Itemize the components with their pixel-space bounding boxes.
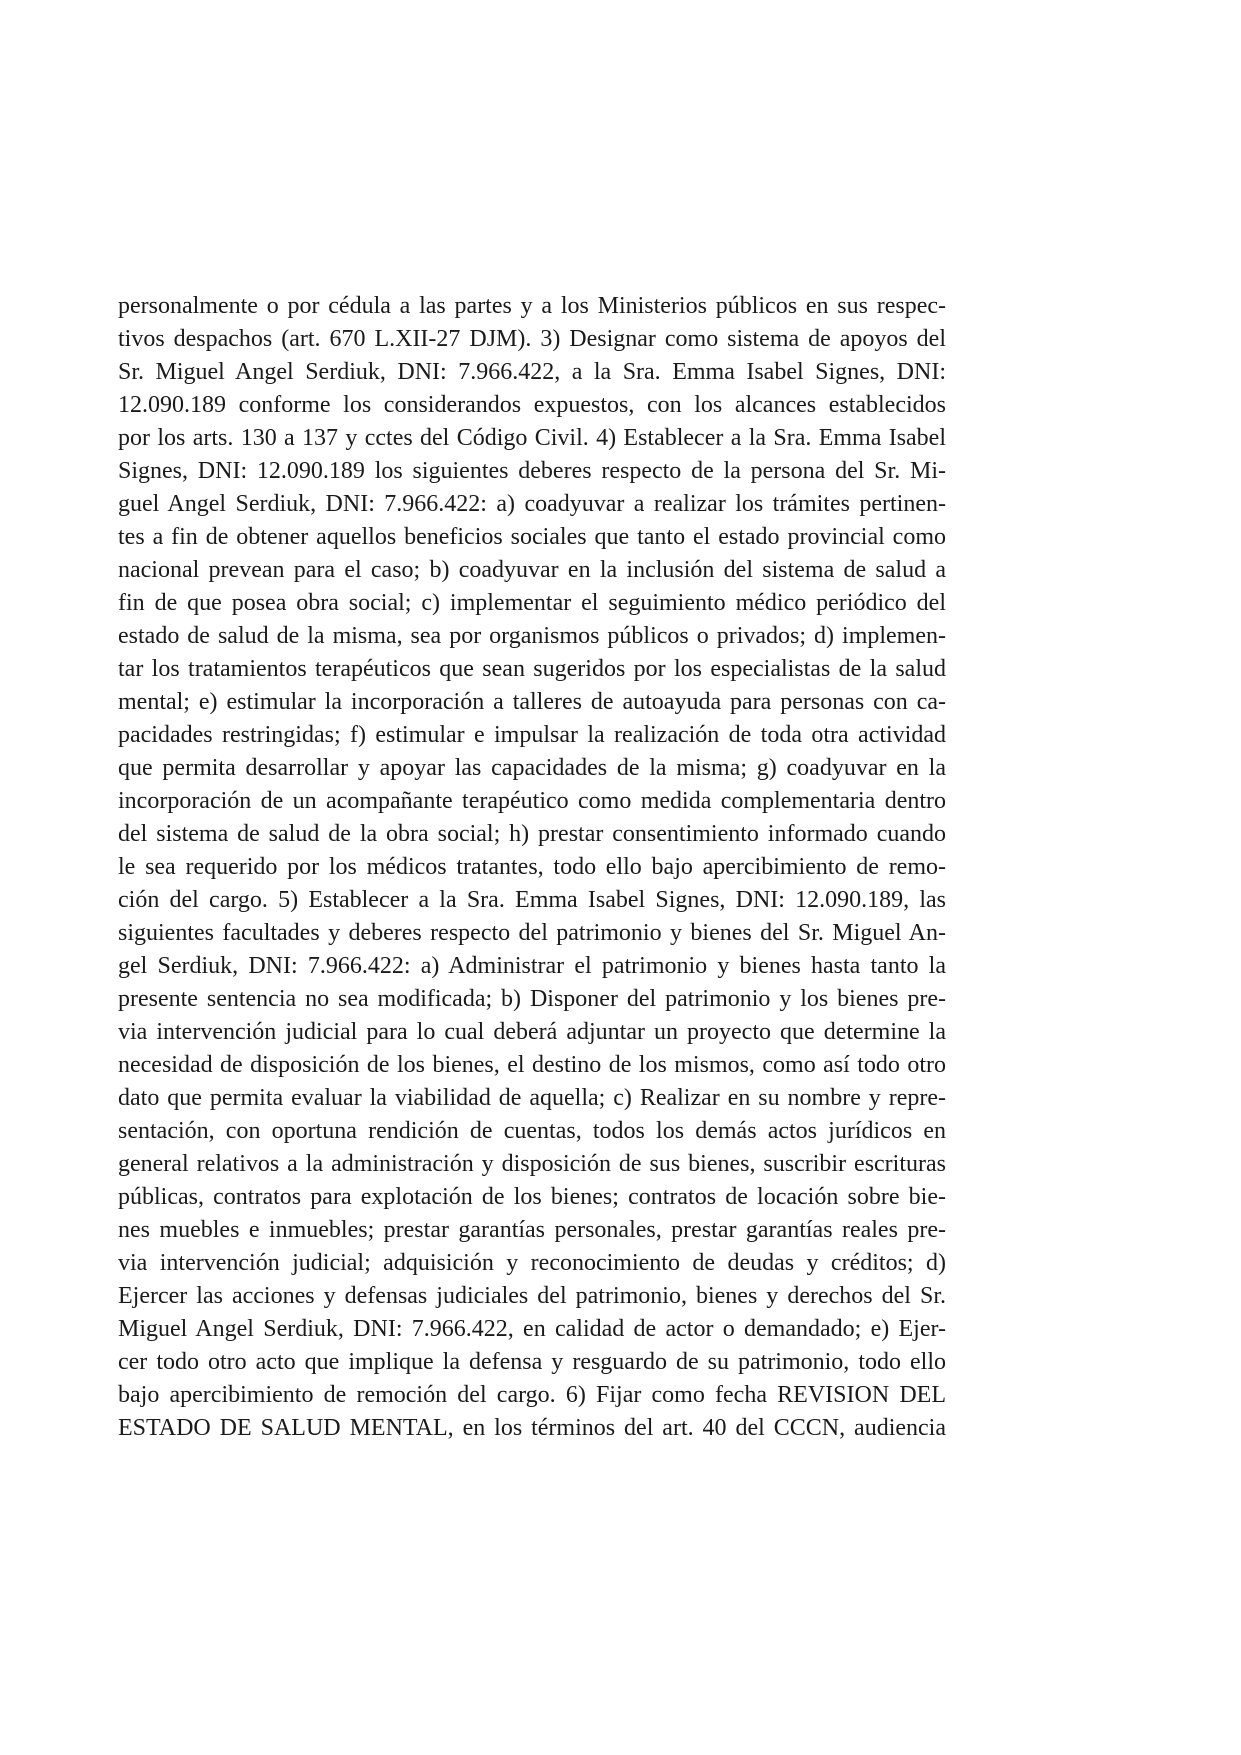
text-line: siguientes facultades y deberes respecto del patrimonio y bienes del Sr. Miguel An- [118, 920, 946, 946]
text-line: Sr. Miguel Angel Serdiuk, DNI: 7.966.422, a la Sra. Emma Isabel Signes, DNI: [118, 359, 946, 385]
text-line: sentación, con oportuna rendición de cuentas, todos los demás actos jurídicos en [118, 1118, 946, 1144]
body-text [118, 290, 946, 1445]
text-line: por los arts. 130 a 137 y cctes del Código Civil. 4) Establecer a la Sra. Emma Isabel [118, 425, 946, 451]
text-line: Ejercer las acciones y defensas judiciales del patrimonio, bienes y derechos del Sr. [118, 1283, 946, 1309]
text-line: via intervención judicial para lo cual deberá adjuntar un proyecto que determine la [118, 1019, 946, 1045]
text-line: nacional prevean para el caso; b) coadyuvar en la inclusión del sistema de salud a [118, 557, 946, 583]
text-line: tes a fin de obtener aquellos beneficios sociales que tanto el estado provincial como [118, 524, 946, 550]
text-line: públicas, contratos para explotación de los bienes; contratos de locación sobre bie- [118, 1184, 946, 1210]
text-line: que permita desarrollar y apoyar las capacidades de la misma; g) coadyuvar en la [118, 755, 946, 781]
text-line: del sistema de salud de la obra social; h) prestar consentimiento informado cuando [118, 821, 946, 847]
text-line: personalmente o por cédula a las partes y a los Ministerios públicos en sus respec- [118, 293, 946, 319]
text-line: le sea requerido por los médicos tratantes, todo ello bajo apercibimiento de remo- [118, 854, 946, 880]
text-line: gel Serdiuk, DNI: 7.966.422: a) Administrar el patrimonio y bienes hasta tanto la [118, 953, 946, 979]
text-line: estado de salud de la misma, sea por organismos públicos o privados; d) implemen- [118, 623, 946, 649]
text-line: general relativos a la administración y disposición de sus bienes, suscribir escrituras [118, 1151, 946, 1177]
text-line: tivos despachos (art. 670 L.XII-27 DJM). 3) Designar como sistema de apoyos del [118, 326, 946, 352]
text-line: 12.090.189 conforme los considerandos expuestos, con los alcances establecidos [118, 392, 946, 418]
text-line: nes muebles e inmuebles; prestar garantías personales, prestar garantías reales pre- [118, 1217, 946, 1243]
text-line: tar los tratamientos terapéuticos que sean sugeridos por los especialistas de la salud [118, 656, 946, 682]
text-line: pacidades restringidas; f) estimular e impulsar la realización de toda otra actividad [118, 722, 946, 748]
text-line: Signes, DNI: 12.090.189 los siguientes deberes respecto de la persona del Sr. Mi- [118, 458, 946, 484]
text-line: mental; e) estimular la incorporación a talleres de autoayuda para personas con ca- [118, 689, 946, 715]
text-line: ESTADO DE SALUD MENTAL, en los términos del art. 40 del CCCN, audiencia [118, 1415, 946, 1441]
text-line: ción del cargo. 5) Establecer a la Sra. Emma Isabel Signes, DNI: 12.090.189, las [118, 887, 946, 913]
text-line: dato que permita evaluar la viabilidad de aquella; c) Realizar en su nombre y repre- [118, 1085, 946, 1111]
text-line: necesidad de disposición de los bienes, el destino de los mismos, como así todo otro [118, 1052, 946, 1078]
text-line: Miguel Angel Serdiuk, DNI: 7.966.422, en calidad de actor o demandado; e) Ejer- [118, 1316, 946, 1342]
text-line: bajo apercibimiento de remoción del cargo. 6) Fijar como fecha REVISION DEL [118, 1382, 946, 1408]
text-line: via intervención judicial; adquisición y reconocimiento de deudas y créditos; d) [118, 1250, 946, 1276]
text-line: fin de que posea obra social; c) implementar el seguimiento médico periódico del [118, 590, 946, 616]
text-line: presente sentencia no sea modificada; b) Disponer del patrimonio y los bienes pre- [118, 986, 946, 1012]
text-line: incorporación de un acompañante terapéutico como medida complementaria dentro [118, 788, 946, 814]
text-line: guel Angel Serdiuk, DNI: 7.966.422: a) coadyuvar a realizar los trámites pertinen- [118, 491, 946, 517]
text-line: cer todo otro acto que implique la defensa y resguardo de su patrimonio, todo ello [118, 1349, 946, 1375]
